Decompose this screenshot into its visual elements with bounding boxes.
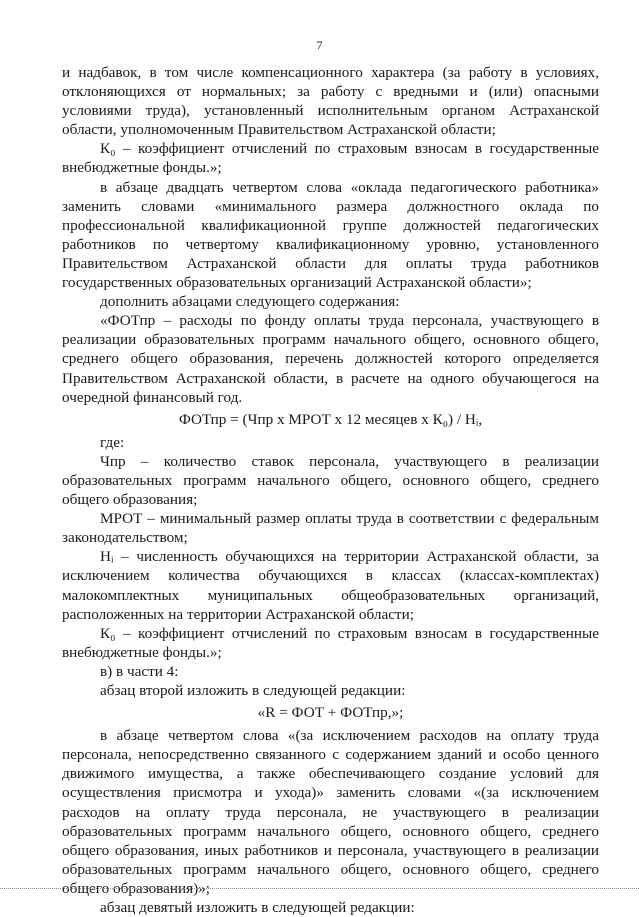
document-body (62, 63, 599, 917)
paragraph-fotpr-definition: «ФОТпр – расходы по фонду оплаты труда персонала, участвующего в реализации образовательных программ начального общего, основного общего, среднего общего образования, перечень должностей которого определяется Правительством Астраханской области, в расчете на одного обучающегося на очередной финансовый год. (62, 312, 599, 406)
paragraph-where: где: (100, 433, 125, 451)
paragraph-amendment-24: в абзаце двадцать четвертом слова «оклада педагогического работника» заменить словами «минимального размера должностного оклада по профессиональной квалификационной группе должностей педагогических работников по четвертому квалификационному уровню, установленного Правительством Астраханской области для оплаты труда работников государственных образовательных организаций Астраханской области»; (62, 178, 599, 292)
paragraph-add-clauses: дополнить абзацами следующего содержания: (100, 293, 400, 311)
paragraph-mrot-definition: МРОТ – минимальный размер оплаты труда в соответствии с федеральным законодательством; (62, 510, 599, 547)
paragraph-k0-definition: К₀ – коэффициент отчислений по страховым взносам в государственные внебюджетные фонды.»; (62, 140, 599, 177)
footer-divider (0, 888, 639, 889)
formula-fotpr: ФОТпр = (Чпр х МРОТ х 12 месяцев х К₀) / Нᵢ, (178, 410, 483, 428)
paragraph-second-abzac: абзац второй изложить в следующей редакции: (100, 682, 406, 699)
paragraph-ni-definition: Нᵢ – численность обучающихся на территории Астраханской области, за исключением количества обучающихся в классах (классах-комплектах) малокомплектных муниципальных общеобразовательных организаций, расположенных на территории Астраханской области; (62, 548, 599, 623)
paragraph-chpr-definition: Чпр – количество ставок персонала, участвующего в реализации образовательных программ начального общего, основного общего, среднего общего образования; (62, 452, 599, 509)
paragraph-fourth-abzac: в абзаце четвертом слова «(за исключением расходов на оплату труда персонала, непосредственно связанного с содержанием зданий и особо ценного движимого имущества, а также обеспечивающего создание условий для осуществления присмотра и ухода)» заменить словами «(за исключением расходов на оплату труда персонала, не участвующего в реализации образовательных программ начального общего, основного общего, среднего общего образования, иных работников и персонала, участвующего в реализации образовательных программ начального общего, основного общего, среднего общего образования)»; (62, 727, 599, 897)
paragraph-ninth-abzac: абзац девятый изложить в следующей редакции: (100, 899, 415, 917)
paragraph-k0-definition-2: К₀ – коэффициент отчислений по страховым взносам в государственные внебюджетные фонды.»; (62, 624, 599, 661)
paragraph-part-4: в) в части 4: (100, 662, 179, 680)
paragraph-continuation: и надбавок, в том числе компенсационного характера (за работу в условиях, отклоняющихся от нормальных; за работу с вредными и (или) опасными условиями труда), установленный исполнительным органом Астраханской области, уполномоченным Правительством Астраханской области; (62, 64, 599, 139)
formula-r: «R = ФОТ + ФОТпр,»; (257, 704, 404, 722)
page-number: 7 (316, 38, 323, 52)
